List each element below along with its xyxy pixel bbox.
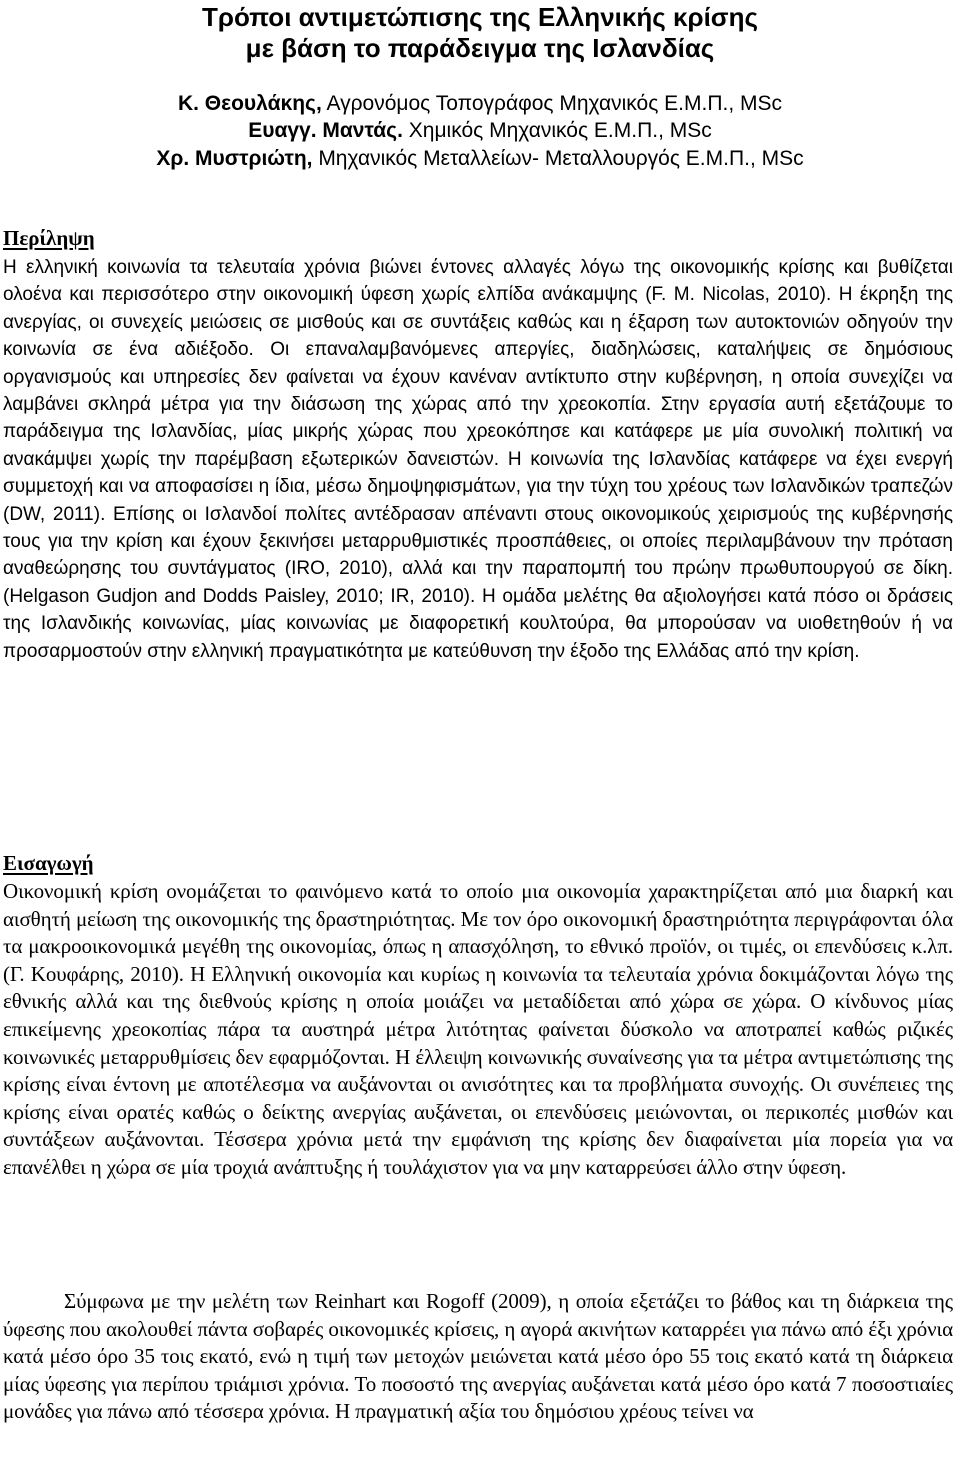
author-affiliation: Χημικός Μηχανικός Ε.Μ.Π., MSc <box>402 119 712 142</box>
author-affiliation: Αγρονόμος Τοπογράφος Μηχανικός Ε.Μ.Π., MSc <box>321 92 783 115</box>
abstract-text: Η ελληνική κοινωνία τα τελευταία χρόνια βιώνει έντονες αλλαγές λόγω της οικονομικής κρίσης και βυθίζεται ολοένα και περισσότερο στην οικονομική ύφεση χωρίς ελπίδα ανάκαμψης (F. M. Nicolas, 2010). Η έκρηξη της ανεργίας, οι συνεχείς μειώσεις σε μισθούς και σε συντάξεις καθώς και η έξαρση των αυτοκτονιών οδηγούν την κοινωνία σε ένα αδιέξοδο. Οι επαναλαμβανόμενες απεργίες, διαδηλώσεις, καταλήψεις σε δημόσιους οργανισμούς και υπηρεσίες δεν φαίνεται να έχουν κανέναν αντίκτυπο στην κυβέρνηση, η οποία συνεχίζει να λαμβάνει σκληρά μέτρα για την διάσωση της χώρας από την χρεοκοπία. Στην εργασία αυτή εξετάζουμε το παράδειγμα της Ισλανδίας, μίας μικρής χώρας που χρεοκόπησε και κατάφερε με μία συνολική πολιτική να ανακάμψει χωρίς την παρέμβαση εξωτερικών δανειστών. Η κοινωνία της Ισλανδίας κατάφερε να έχει ενεργή συμμετοχή και να αποφασίσει η ίδια, μέσω δημοψηφισμάτων, για την τύχη του χρέους των Ισλανδικών τραπεζών (DW, 2011). Επίσης οι Ισλανδοί πολίτες αντέδρασαν απέναντι στους οικονομικούς χειρισμούς της κυβέρνησής τους για την κρίση και έχουν ξεκινήσει μεταρρυθμιστικές προσπάθειες, οι οποίες περιλαμβάνουν την πρόταση αναθεώρησης του συντάγματος (IRO, 2010), αλλά και την παραπομπή του πρώην πρωθυπουργού σε δίκη. (Helgason Gudjon and Dodds Paisley, 2010; IR, 2010). Η ομάδα μελέτης θα αξιολογήσει κατά πόσο οι δράσεις της Ισλανδικής κοινωνίας, μίας κοινωνίας με διαφορετική κουλτούρα, θα μπορούσαν να υιοθετηθούν ή να προσαρμοστούν στην ελληνική πραγματικότητα με κατεύθυνση την έξοδο της Ελλάδας από την κρίση. <box>3 257 953 662</box>
paper-title-line-2: με βάση το παράδειγμα της Ισλανδίας <box>245 33 715 63</box>
introduction-paragraph-1: Οικονομική κρίση ονομάζεται το φαινόμενο κατά το οποίο μια οικονομία χαρακτηρίζεται από μια διαρκή και αισθητή μείωση της οικονομικής της δραστηριότητας. Με τον όρο οικονομική δραστηριότητα περιγράφονται όλα τα μακροοικονομικά μεγέθη της οικονομίας, όπως η απασχόληση, το εθνικό προϊόν, οι τιμές, οι επενδύσεις κ.λπ. (Γ. Κουφάρης, 2010). Η Ελληνική οικονομία και κυρίως η κοινωνία τα τελευταία χρόνια δοκιμάζονται λόγω της εθνικής αλλά και της διεθνούς κρίσης η οποία μοιάζει να μεταδίδεται από χώρα σε χώρα. Ο κίνδυνος μίας επικείμενης χρεοκοπίας πάρα τα αυστηρά μέτρα λιτότητας φαίνεται δύσκολο να αποτραπεί καθώς ριζικές κοινωνικές μεταρρυθμίσεις δεν εφαρμόζονται. Η έλλειψη κοινωνικής συναίνεσης για τα μέτρα αντιμετώπισης της κρίσης είναι έντονη με αποτέλεσμα να αυξάνονται οι ανισότητες και τα προβλήματα συνοχής. Οι συνέπειες της κρίσης είναι ορατές καθώς ο δείκτης ανεργίας αυξάνεται, οι επενδύσεις μειώνονται, οι περικοπές μισθών και συντάξεων αυξάνονται. Τέσσερα χρόνια μετά την εμφάνιση της κρίσης δεν διαφαίνεται μία πορεία για να επανέλθει η χώρα σε μία τροχιά ανάπτυξης ή τουλάχιστον για να μην καταρρεύσει άλλο στην ύφεση. <box>3 879 953 1179</box>
author-line-3 <box>0 147 960 171</box>
introduction-paragraph-2: Σύμφωνα με την μελέτη των Reinhart και Rogoff (2009), η οποία εξετάζει το βάθος και τη διάρκεια της ύφεσης που ακολουθεί πάντα σοβαρές οικονομικές κρίσεις, η αγορά ακινήτων καταρρέει για πάνω από έξι χρόνια κατά μέσο όρο 35 τοις εκατό, ενώ η τιμή των μετοχών μειώνεται κατά μέσο όρο 55 τοις εκατό κατά τη διάρκεια μίας ύφεσης για περίπου τριάμισι χρόνια. Το ποσοστό της ανεργίας αυξάνεται κατά μέσο όρο κατά 7 ποσοστιαίες μονάδες για πάνω από τέσσερα χρόνια. Η πραγματική αξία του δημόσιου χρέους τείνει να <box>3 1289 953 1424</box>
author-affiliation: Μηχανικός Μεταλλείων- Μεταλλουργός Ε.Μ.Π., MSc <box>312 147 804 170</box>
paper-title-line-1: Τρόποι αντιμετώπισης της Ελληνικής κρίσης <box>202 2 758 32</box>
author-line-2 <box>0 119 960 143</box>
author-name: Χρ. Μυστριώτη, <box>156 147 313 170</box>
author-name: Ευαγγ. Μαντάς. <box>248 119 403 142</box>
author-name: Κ. Θεουλάκης, <box>177 92 322 115</box>
introduction-heading: Εισαγωγή <box>3 851 94 875</box>
author-line-1 <box>0 92 960 116</box>
abstract-heading: Περίληψη <box>3 226 95 250</box>
